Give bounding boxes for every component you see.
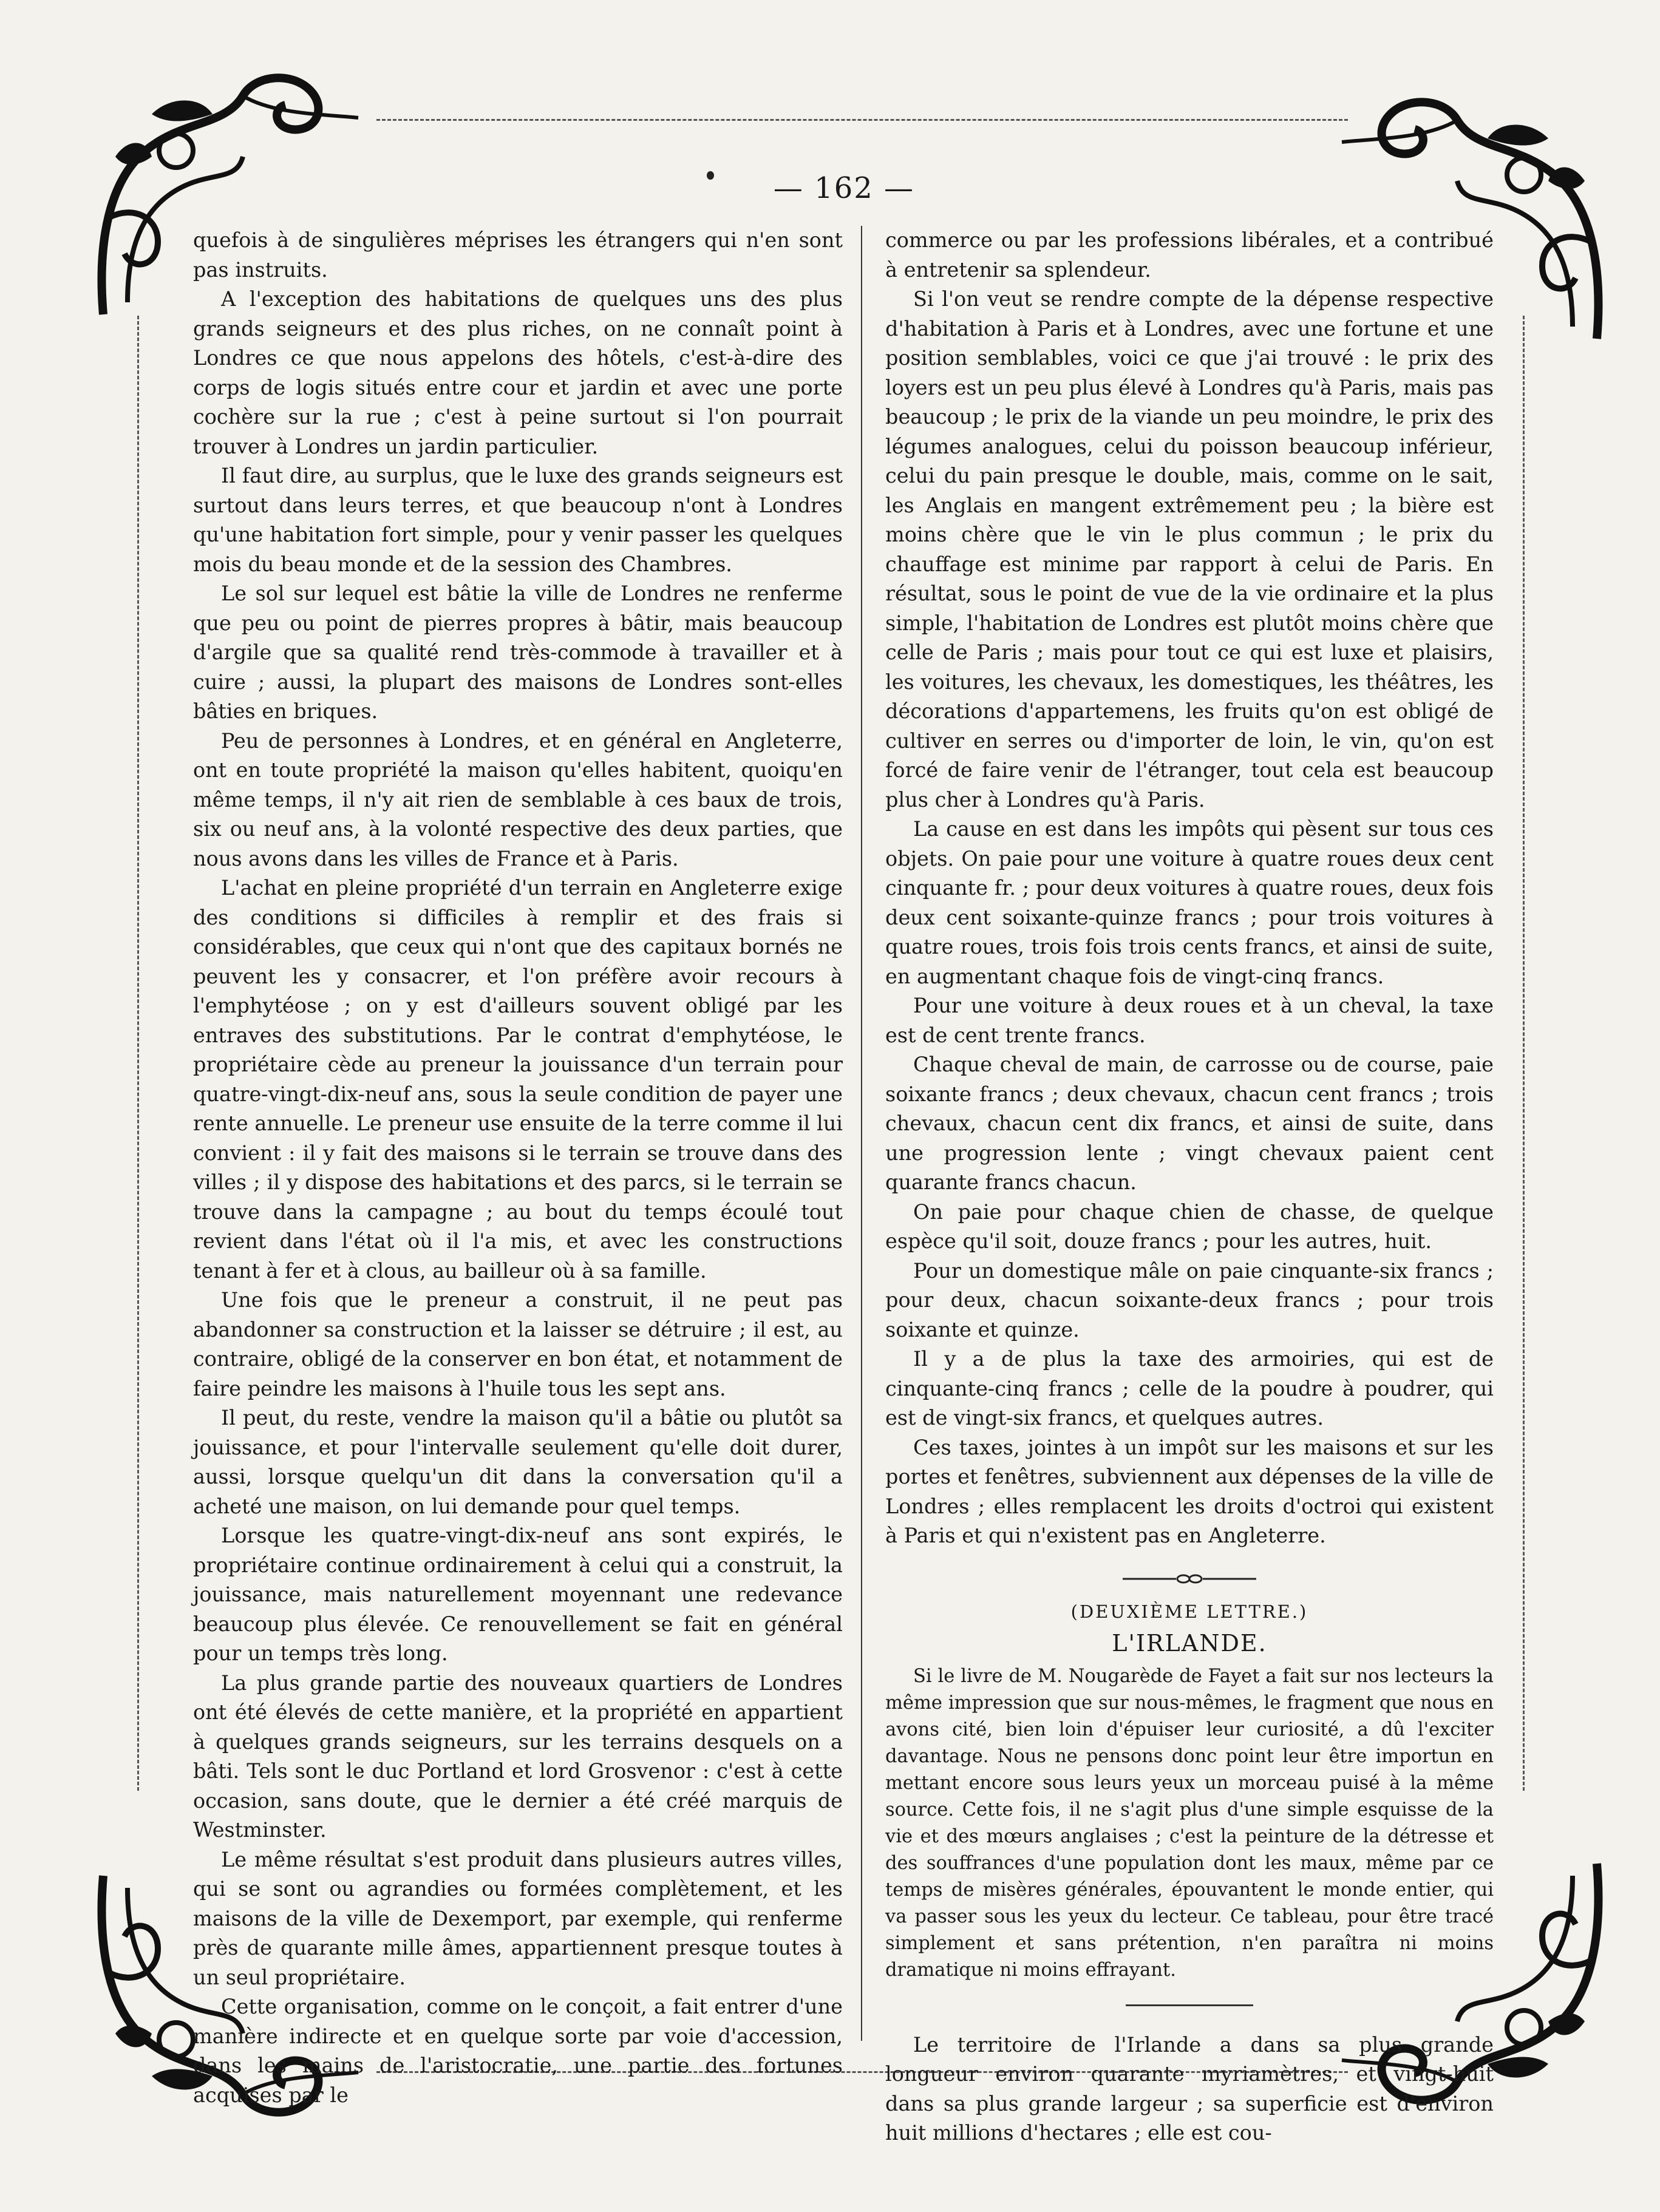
paragraph: quefois à de singulières méprises les étrangers qui n'en sont pas instruits. [193,228,843,282]
paragraph: On paie pour chaque chien de chasse, de quelque espèce qu'il soit, douze francs ; pour les autres, huit. [885,1199,1494,1253]
paragraph: Il y a de plus la taxe des armoiries, qui est de cinquante-cinq francs ; celle de la poudre à poudrer, qui est de vingt-six francs, et quelques autres. [885,1347,1494,1430]
border-rule-top [376,119,1348,121]
section-intro [885,1663,1494,1984]
separator-rule [1126,2004,1253,2006]
paragraph: Lorsque les quatre-vingt-dix-neuf ans sont expirés, le propriétaire continue ordinairement à celui qui a construit, la jouissance, mais naturellement moyennant une redevance beaucoup plus élevée. Ce renouvellement se fait en général pour un temps très long. [193,1524,843,1665]
letter-label: (DEUXIÈME LETTRE.) [1070,1601,1308,1622]
section-ornament-icon [1123,1572,1256,1586]
paragraph: A l'exception des habitations de quelques uns des plus grands seigneurs et des plus riches, on ne connaît point à Londres ce que nous appelons des hôtels, c'est-à-dire des corps de logis situés entre cour et jardin et avec une porte cochère sur la rue ; c'est à peine surtout si l'on pourrait trouver à Londres un jardin particulier. [193,287,843,458]
paragraph: Chaque cheval de main, de carrosse ou de course, paie soixante francs ; deux chevaux, chacun cent francs ; trois chevaux, chacun cent dix francs, et ainsi de suite, dans une progression lente ; vingt chevaux paient cent quarante francs chacun. [885,1053,1494,1194]
section-title: L'IRLANDE. [1112,1630,1267,1657]
intro-paragraph: Si le livre de M. Nougarède de Fayet a fait sur nos lecteurs la même impression que sur nous-mêmes, le fragment que nous en avons cité, bien loin d'épuiser leur curiosité, a dû l'exciter davantage. Nous ne pensons donc point leur être importun en mettant encore sous leurs yeux un morceau puisé à la même source. Cette fois, il ne s'agit plus d'une simple esquisse de la vie et des mœurs anglaises ; c'est la peinture de la détresse et des souffrances d'une population dont les maux, même par ce temps de misères générales, épouvantent le monde entier, qui va passer sous les yeux du lecteur. Ce tableau, pour être tracé simplement et sans prétention, n'en paraîtra ni moins dramatique ni moins effrayant. [885,1665,1494,1981]
paragraph: Le sol sur lequel est bâtie la ville de Londres ne renferme que peu ou point de pierres propres à bâtir, mais beaucoup d'argile que sa qualité rend très-commode à travailler et à cuire ; aussi, la plupart des maisons de Londres sont-elles bâties en briques. [193,582,843,723]
paragraph: Une fois que le preneur a construit, il ne peut pas abandonner sa construction et la laisser se détruire ; il est, au contraire, obligé de la conserver en bon état, et notamment de faire peindre les maisons à l'huile tous les sept ans. [193,1288,843,1400]
paragraph: Pour un domestique mâle on paie cinquante-six francs ; pour deux, chacun soixante-deux francs ; pour trois soixante et quinze. [885,1258,1494,1342]
paragraph: La plus grande partie des nouveaux quartiers de Londres ont été élevés de cette manière, et la propriété en appartient à quelques grands seigneurs, sur les terrains desquels on a bâti. Tels sont le duc Portland et lord Grosvenor : c'est à cette occasion, sans doute, que le dernier a été créé marquis de Westminster. [193,1671,843,1842]
paragraph: La cause en est dans les impôts qui pèsent sur tous ces objets. On paie pour une voiture à quatre roues deux cent cinquante fr. ; pour deux voitures à quatre roues, deux fois deux cent soixante-quinze francs ; pour trois voitures à quatre roues, trois fois trois cents francs, et ainsi de suite, en augmentant chaque fois de vingt-cinq francs. [885,817,1494,988]
paragraph: Le même résultat s'est produit dans plusieurs autres villes, qui se sont ou agrandies ou formées complètement, et les maisons de la ville de Dexemport, par exemple, qui renferme près de quarante mille âmes, appartiennent presque toutes à un seul propriétaire. [193,1847,843,1989]
paragraph: Le territoire de l'Irlande a dans sa plus grande longueur environ quarante myriamètres, et vingt-huit dans sa plus grande largeur ; sa superficie est d'environ huit millions d'hectares ; elle est cou- [885,2032,1494,2145]
ink-speck [707,171,714,180]
paragraph: Pour une voiture à deux roues et à un cheval, la taxe est de cent trente francs. [885,994,1494,1047]
paragraph: Il faut dire, au surplus, que le luxe des grands seigneurs est surtout dans leurs terres, et que beaucoup n'ont à Londres qu'une habitation fort simple, pour y venir passer les quelques mois du beau monde et de la session des Chambres. [193,464,843,576]
border-rule-left [137,316,139,1791]
paragraph: Si l'on veut se rendre compte de la dépense respective d'habitation à Paris et à Londres, avec une fortune et une position semblables, voici ce que j'ai trouvé : le prix des loyers est un peu plus élevé à Londres qu'à Paris, mais pas beaucoup ; le prix de la viande un peu moindre, le prix des légumes analogues, celui du poisson beaucoup inférieur, celui du pain presque le double, mais, comme on le sait, les Anglais en mangent extrêmement peu ; la bière est moins chère que le vin le plus commun ; le prix du chauffage est minime par rapport à celui de Paris. En résultat, sous le point de vue de la vie ordinaire et la plus simple, l'habitation de Londres est plutôt moins chère que celle de Paris ; mais pour tout ce qui est luxe et plaisirs, les voitures, les chevaux, les domestiques, les théâtres, les décorations d'appartemens, les fruits qu'on est obligé de cultiver en serres ou d'importer de loin, le vin, qu'on est forcé de faire venir de l'étranger, tout cela est beaucoup plus cher à Londres qu'à Paris. [885,287,1494,812]
paragraph: commerce ou par les professions libérales, et a contribué à entretenir sa splendeur. [885,228,1494,282]
paragraph: Peu de personnes à Londres, et en général en Angleterre, ont en toute propriété la maison qu'elles habitent, quoiqu'en même temps, il n'y ait rien de semblable à ces baux de trois, six ou neuf ans, à la volonté respective des deux parties, que nous avons dans les villes de France et à Paris. [193,728,843,870]
paragraph: Il peut, du reste, vendre la maison qu'il a bâtie ou plutôt sa jouissance, et pour l'intervalle seulement qu'elle doit durer, aussi, lorsque quelqu'un dit dans la conversation qu'il a acheté une maison, on lui demande pour quel temps. [193,1406,843,1518]
paragraph: Ces taxes, jointes à un impôt sur les maisons et sur les portes et fenêtres, subviennent aux dépenses de la ville de Londres ; elles remplacent les droits d'octroi qui existent à Paris et qui n'existent pas en Angleterre. [885,1435,1494,1547]
column-divider [861,226,862,2041]
left-column [193,226,843,2110]
right-column [885,226,1494,2148]
paragraph: L'achat en pleine propriété d'un terrain en Angleterre exige des conditions si difficiles à remplir et des frais si considérables, que ceux qui n'ont que des capitaux bornés ne peuvent les y consacrer, et l'on préfère avoir recours à l'emphytéose ; on y est d'ailleurs souvent obligé par les entraves des substitutions. Par le contrat d'emphytéose, le propriétaire cède au preneur la jouissance d'un terrain pour quatre-vingt-dix-neuf ans, sous la seule condition de payer une rente annuelle. Le preneur use ensuite de la terre comme il lui convient : il y fait des maisons si le terrain se trouve dans des villes ; il y dispose des habitations et des parcs, si le terrain se trouve dans la campagne ; au bout du temps écoulé tout revient dans l'état où il l'a mis, et avec les constructions tenant à fer et à clous, au bailleur où à sa famille. [193,876,843,1283]
border-rule-right [1523,316,1525,1791]
page-number: — 162 — [773,171,915,205]
paragraph: Cette organisation, comme on le conçoit, a fait entrer d'une manière indirecte et en quelque sorte par voie d'accession, dans les mains de l'aristocratie, une partie des fortunes acquises par le [193,1995,843,2107]
